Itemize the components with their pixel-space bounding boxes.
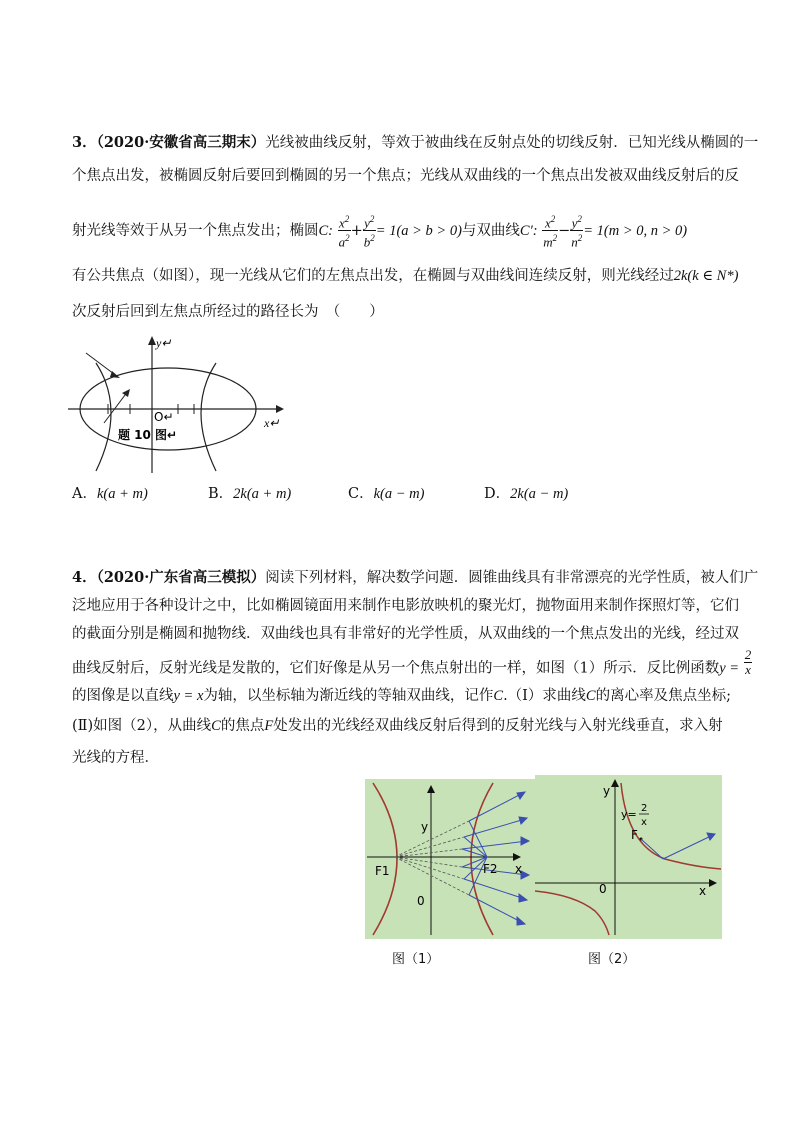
hyper-frac-x: $\frac{x^2}{m^2}$ <box>543 214 558 250</box>
q3-y-label: y↵ <box>156 336 172 350</box>
q4-line-3: 的截面分别是椭圆和抛物线．双曲线也具有非常好的光学性质，从双曲线的一个焦点发出的光线，经过双 <box>72 626 739 642</box>
q3-origin-label: O↵ <box>154 410 174 424</box>
hyper-condition: = 1(m > 0, n > 0) <box>583 222 688 239</box>
q3-line-1 <box>72 133 758 153</box>
q3-line-2: 个焦点出发，被椭圆反射后要回到椭圆的另一个焦点；光线从双曲线的一个焦点出发被双曲线反射后的反 <box>72 168 739 184</box>
fig2-curve-lhs: y= <box>621 808 637 821</box>
ellipse-condition: = 1(a > b > 0) <box>375 222 462 239</box>
fig2-curve-num: 2 <box>641 803 648 814</box>
option-b[interactable]: B．2k(a + m) <box>208 486 292 502</box>
fig1-origin-label: 0 <box>417 894 425 908</box>
option-c[interactable]: C．k(a − m) <box>348 486 425 502</box>
fig2-caption: 图（2） <box>588 952 636 967</box>
q4-line-6: (Ⅱ)如图（2），从曲线C的焦点F处发出的光线经双曲线反射后得到的反射光线与入射光线垂直，求入射 <box>72 718 723 734</box>
fig1-caption: 图（1） <box>392 952 440 967</box>
q3-number: 3． <box>72 134 97 151</box>
q3-line-4 <box>72 266 738 286</box>
ellipse-frac-y: $\frac{y^2}{b^2}$ <box>363 214 375 250</box>
q4-figure-2 <box>535 775 722 939</box>
q4-figure-1 <box>365 779 535 939</box>
q4-line-1 <box>72 568 758 588</box>
q4-func-lhs: y = <box>719 660 740 677</box>
q4-number: 4． <box>72 569 97 586</box>
fig1-f2-label: F2 <box>483 862 498 876</box>
option-d[interactable]: D．2k(a − m) <box>484 486 569 502</box>
hyper-name: C′ <box>519 222 533 239</box>
q4-line-2: 泛地应用于各种设计之中，比如椭圆镜面用来制作电影放映机的聚光灯，抛物面用来制作探照灯等，它们 <box>72 598 739 614</box>
fig1-f1-label: F1 <box>375 864 390 878</box>
fig2-curve-den: x <box>641 817 647 828</box>
q3-figure-caption: 题 10 图↵ <box>118 428 178 442</box>
ellipse-frac-x: $\frac{x^2}{a^2}$ <box>338 214 350 250</box>
q3-ellipse-hyperbola-figure <box>68 333 288 478</box>
q3-line-5: 次反射后回到左焦点所经过的路径长为 （ ） <box>72 304 384 320</box>
q3-text-4: 有公共焦点（如图），现一光线从它们的左焦点出发，在椭圆与双曲线间连续反射，则光线经过 <box>72 268 674 284</box>
hyper-frac-y: $\frac{y^2}{n^2}$ <box>571 214 583 250</box>
fig2-f-label: F <box>631 828 638 842</box>
q3-source: （2020·安徽省高三期末） <box>96 134 266 151</box>
q3-text-3: 射光线等效于从另一个焦点发出；椭圆 <box>72 222 319 239</box>
q4-line-4 <box>72 647 752 683</box>
q4-line-7: 光线的方程． <box>72 750 159 766</box>
q4-text-4: 曲线反射后，反射光线是发散的，它们好像是从另一个焦点射出的一样，如图（1）所示．反比例函数 <box>72 660 720 677</box>
q3-mid-text: 与双曲线 <box>461 222 520 239</box>
option-a[interactable]: A．k(a + m) <box>72 486 148 502</box>
q4-text-1: 阅读下列材料，解决数学问题．圆锥曲线具有非常漂亮的光学性质，被人们广 <box>265 570 759 586</box>
q3-line-3: 射光线等效于从另一个焦点发出；椭圆C: $\frac{x^2}{a^2}$ + $\frac{y^2}{b^2}$ = 1(a > b > 0)与双曲线C′: $\frac{x^2}{m^2}$ − $\frac{y^2}{n^2}$ = 1(m > 0, n > 0) <box>72 214 688 250</box>
fig1-y-label: y <box>421 820 429 834</box>
fig2-origin-label: 0 <box>599 882 607 896</box>
q3-text-1: 光线被曲线反射，等效于被曲线在反射点处的切线反射．已知光线从椭圆的一 <box>265 135 759 151</box>
q4-source: （2020·广东省高三模拟） <box>96 569 266 586</box>
fig1-x-label: x <box>515 862 523 876</box>
ellipse-name: C <box>318 222 329 239</box>
q3-reflection-count: 2k(k ∈ N*) <box>673 268 739 284</box>
fig2-y-label: y <box>603 784 611 798</box>
q4-func-frac: $\frac{2}{x}$ <box>744 647 752 677</box>
q3-x-label: x↵ <box>264 416 280 430</box>
fig2-x-label: x <box>699 884 707 898</box>
q4-line-5: 的图像是以直线y = x为轴，以坐标轴为渐近线的等轴双曲线，记作C.（Ⅰ）求曲线C的离心率及焦点坐标; <box>72 688 731 704</box>
